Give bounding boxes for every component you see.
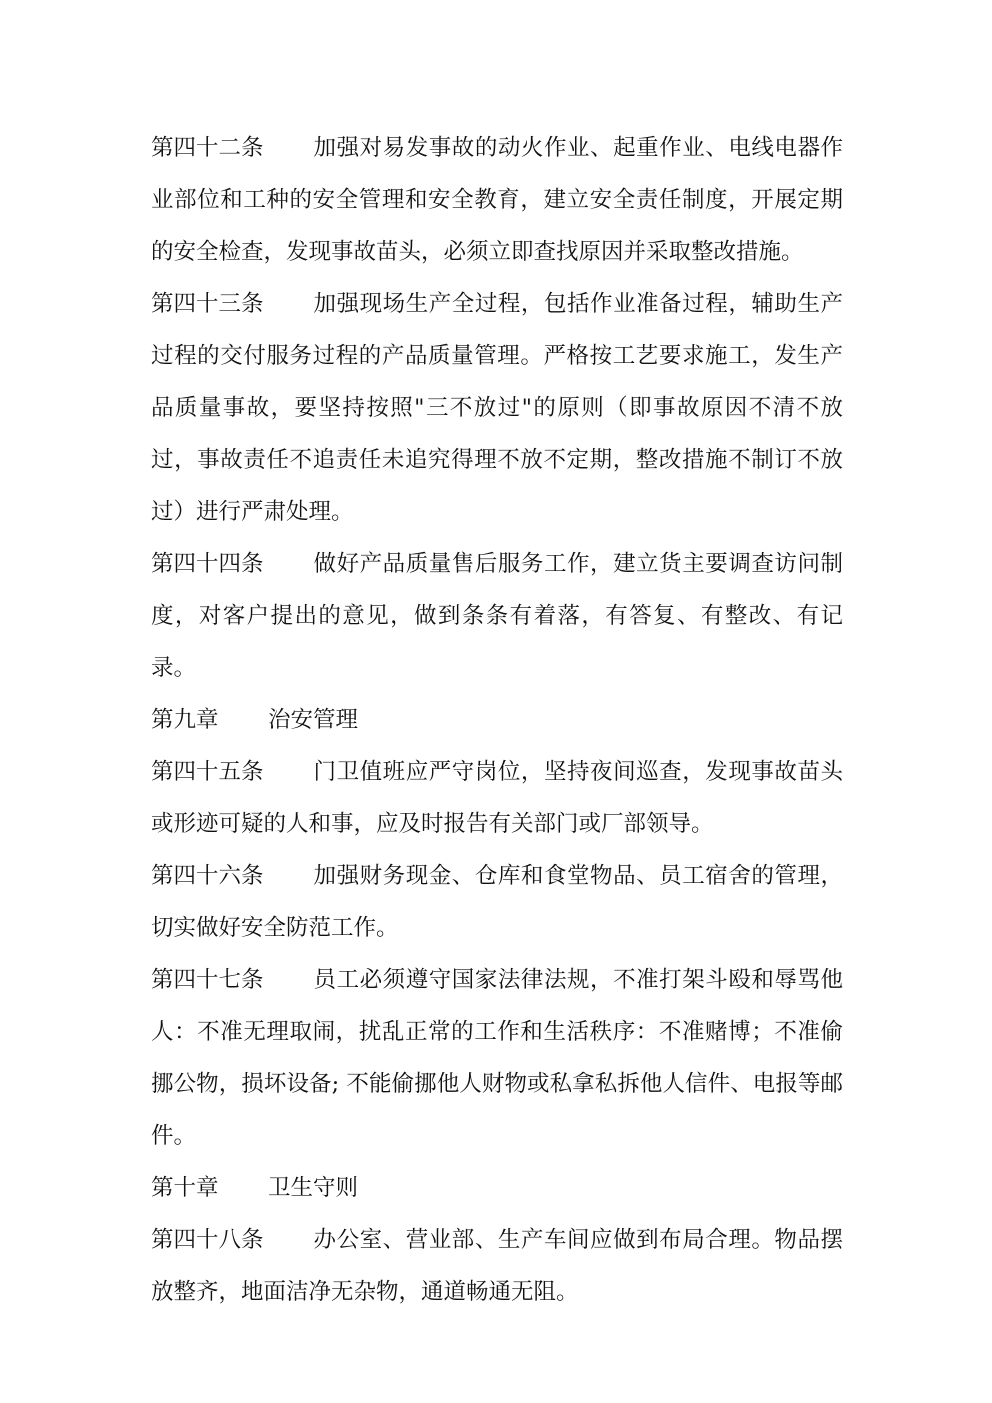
article-text: 办公室、营业部、生产车间应做到布局合理。物品摆放整齐，地面洁净无杂物，通道畅通无阻。 [151,1227,843,1305]
article-46 [151,850,843,954]
chapter-title: 治安管理 [268,707,359,733]
article-text: 门卫值班应严守岗位，坚持夜间巡查，发现事故苗头或形迹可疑的人和事，应及时报告有关部门或厂部领导。 [151,759,843,837]
article-text: 加强财务现金、仓库和食堂物品、员工宿舍的管理，切实做好安全防范工作。 [151,863,843,941]
article-label: 第四十二条 [151,135,264,161]
article-label: 第四十六条 [151,863,264,889]
chapter-10-heading [151,1162,843,1214]
article-42 [151,122,843,278]
document-page [151,122,843,1318]
article-44 [151,538,843,694]
chapter-9-heading [151,694,843,746]
article-43 [151,278,843,538]
article-label: 第四十五条 [151,759,264,785]
article-label: 第四十四条 [151,551,264,577]
article-48 [151,1214,843,1318]
chapter-label: 第十章 [151,1175,219,1201]
article-45 [151,746,843,850]
article-text: 员工必须遵守国家法律法规，不准打架斗殴和辱骂他人：不准无理取闹，扰乱正常的工作和生活秩序：不准赌博；不准偷挪公物，损坏设备; 不能偷挪他人财物或私拿私拆他人信件、电报等邮件。 [151,967,843,1149]
article-label: 第四十八条 [151,1227,264,1253]
article-text: 加强对易发事故的动火作业、起重作业、电线电器作业部位和工种的安全管理和安全教育，建立安全责任制度，开展定期的安全检查，发现事故苗头，必须立即查找原因并采取整改措施。 [151,135,843,265]
article-text: 做好产品质量售后服务工作，建立货主要调查访问制度，对客户提出的意见，做到条条有着落，有答复、有整改、有记录。 [151,551,843,681]
article-47 [151,954,843,1162]
article-label: 第四十七条 [151,967,264,993]
chapter-label: 第九章 [151,707,219,733]
chapter-title: 卫生守则 [268,1175,359,1201]
article-text: 加强现场生产全过程，包括作业准备过程，辅助生产过程的交付服务过程的产品质量管理。严格按工艺要求施工，发生产品质量事故，要坚持按照"三不放过"的原则（即事故原因不清不放过，事故责任不追责任未追究得理不放不定期，整改措施不制订不放过）进行严肃处理。 [151,291,843,525]
article-label: 第四十三条 [151,291,264,317]
